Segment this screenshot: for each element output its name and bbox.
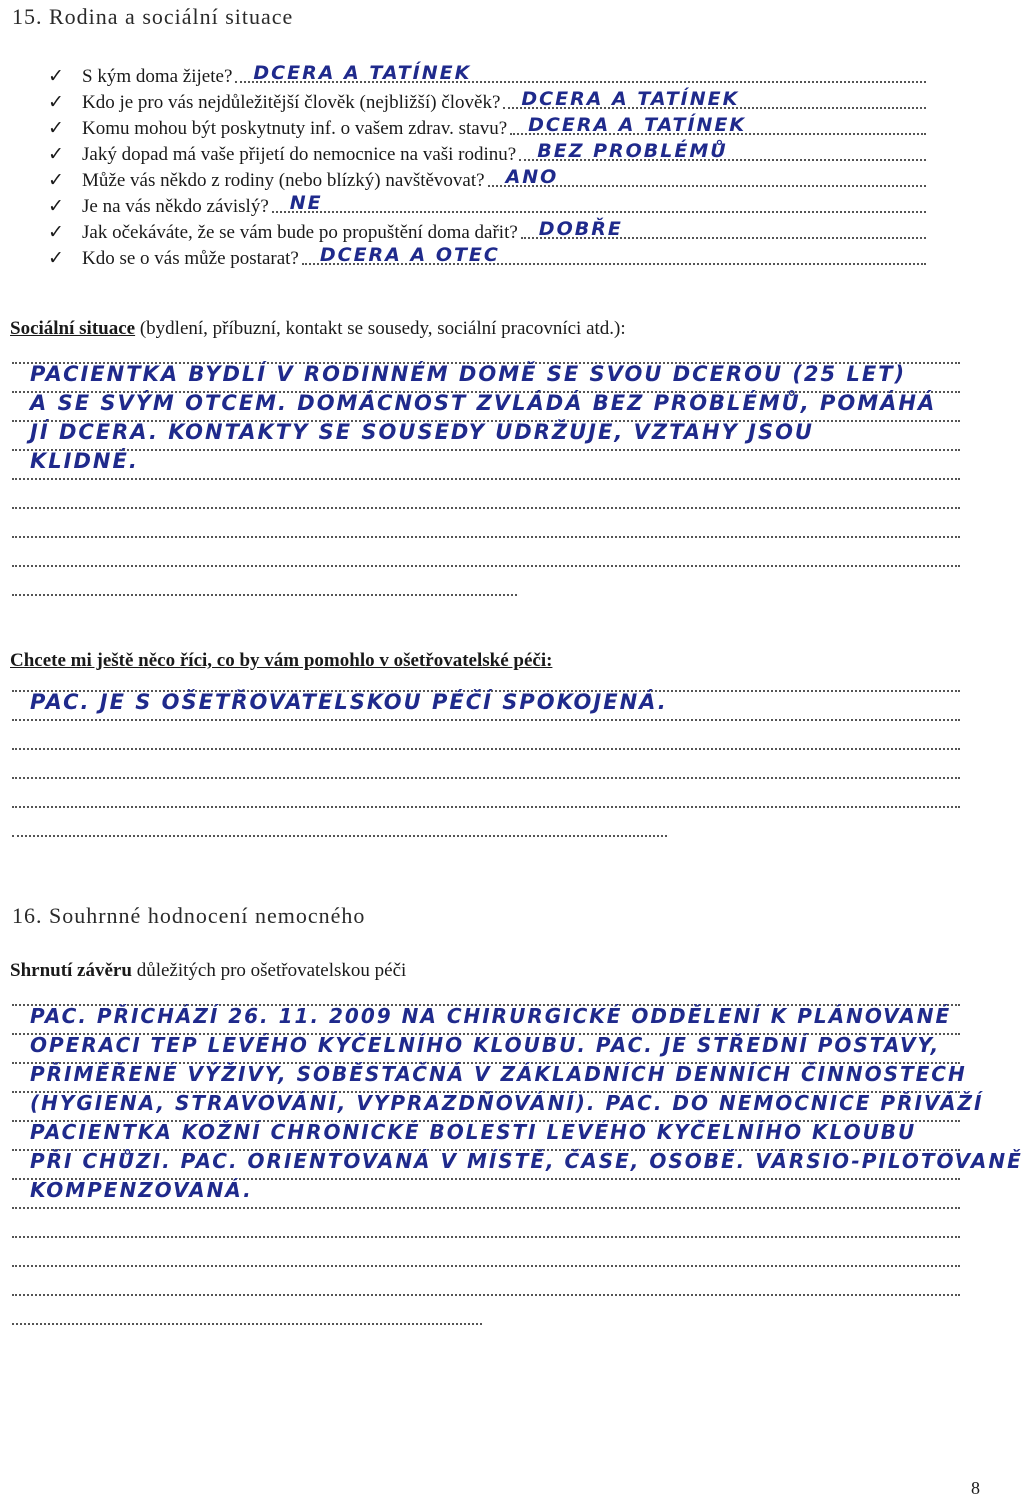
- social-handwriting-line-2: A SE SVÝM OTCEM. DOMÁCNOST ZVLÁDÁ BEZ PROBLÉMŮ, POMÁHÁ: [30, 391, 937, 415]
- social-handwriting-line-1: PACIENTKA BYDLÍ V RODINNÉM DOMĚ SE SVOU DCEROU (25 LET): [30, 362, 907, 386]
- checkmark-icon: ✓: [48, 92, 64, 113]
- summary-heading-bold: Shrnutí závěru: [10, 960, 132, 981]
- summary-dotted-line-8: [12, 1207, 960, 1209]
- summary-handwriting-line-4: (HYGIENA, STRAVOVÁNÍ, VYPRAZDŇOVÁNÍ). PAC. DO NEMOCNICE PŘIVÁŽÍ: [30, 1091, 984, 1115]
- answer-handwriting: NE: [289, 192, 323, 214]
- page-number: 8: [971, 1478, 980, 1498]
- question-text: S kým doma žijete?: [82, 66, 233, 87]
- social-handwriting-line-3: JÍ DCERA. KONTAKTY SE SOUSEDY UDRŽUJE, VZTAHY JSOU: [30, 420, 814, 444]
- social-dotted-line-5: [12, 478, 960, 480]
- summary-dotted-line-12: [12, 1323, 482, 1325]
- answer-line: [519, 140, 926, 162]
- summary-handwriting-line-1: PAC. PŘICHÁZÍ 26. 11. 2009 NA CHIRURGICKÉ ODDĚLENÍ K PLÁNOVANÉ: [30, 1004, 952, 1028]
- question-text: Jak očekáváte, že se vám bude po propuštění doma dařit?: [82, 222, 518, 243]
- answer-line: [510, 114, 926, 136]
- care-dotted-line-5: [12, 806, 960, 808]
- answer-handwriting: DCERA A TATÍNEK: [528, 114, 747, 136]
- section-16-title: 16. Souhrnné hodnocení nemocného: [12, 903, 366, 928]
- care-comment-heading: Chcete mi ještě něco říci, co by vám pomohlo v ošetřovatelské péči:: [10, 650, 553, 671]
- summary-heading: [10, 960, 406, 982]
- answer-handwriting: DCERA A OTEC: [319, 244, 500, 266]
- question-text: Komu mohou být poskytnuty inf. o vašem zdrav. stavu?: [82, 118, 508, 139]
- summary-dotted-line-11: [12, 1294, 960, 1296]
- checkmark-icon: ✓: [48, 222, 64, 243]
- question-text: Kdo je pro vás nejdůležitější člověk (nejbližší) člověk?: [82, 92, 501, 113]
- checkmark-icon: ✓: [48, 66, 64, 87]
- summary-handwriting-line-3: PŘIMĚŘENÉ VÝŽIVY, SOBĚSTAČNÁ V ZÁKLADNÍCH DENNÍCH ČINNOSTECH: [30, 1062, 967, 1086]
- section-15-title: 15. Rodina a sociální situace: [12, 4, 294, 29]
- summary-handwriting-line-7: KOMPENZOVANÁ.: [30, 1178, 253, 1202]
- social-dotted-line-9: [12, 594, 517, 596]
- question-row: [48, 244, 928, 270]
- summary-handwriting-line-5: PACIENTKA KOŽNÍ CHRONICKÉ BOLESTI LEVÉHO KYČELNÍHO KLOUBU: [30, 1120, 917, 1144]
- summary-dotted-line-9: [12, 1236, 960, 1238]
- social-dotted-line-6: [12, 507, 960, 509]
- social-handwriting-line-4: KLIDNÉ.: [30, 449, 139, 473]
- care-dotted-line-2: [12, 719, 960, 721]
- question-row: [48, 62, 928, 88]
- care-dotted-line-3: [12, 748, 960, 750]
- question-row: [48, 114, 928, 140]
- social-situation-heading-bold: Sociální situace: [10, 318, 136, 339]
- question-row: [48, 166, 928, 192]
- summary-handwriting-line-6: PŘI CHŮZI. PAC. ORIENTOVANÁ V MÍSTĚ, ČASE, OSOBĚ. VÁRSIO-PILOTOVANĚ: [30, 1149, 1023, 1173]
- answer-handwriting: DCERA A TATÍNEK: [521, 88, 740, 110]
- care-dotted-line-6: [12, 835, 667, 837]
- answer-line: [503, 88, 926, 110]
- summary-handwriting-line-2: OPERACI TEP LEVÉHO KYČELNÍHO KLOUBU. PAC. JE STŘEDNÍ POSTAVY,: [30, 1033, 941, 1057]
- summary-dotted-line-10: [12, 1265, 960, 1267]
- question-text: Je na vás někdo závislý?: [82, 196, 269, 217]
- social-dotted-line-4: [12, 449, 960, 451]
- checkmark-icon: ✓: [48, 144, 64, 165]
- answer-line: [272, 192, 926, 214]
- answer-line: [488, 166, 926, 188]
- question-row: [48, 140, 928, 166]
- checkmark-icon: ✓: [48, 118, 64, 139]
- social-situation-heading: [10, 318, 626, 340]
- care-dotted-line-4: [12, 777, 960, 779]
- social-dotted-line-8: [12, 565, 960, 567]
- checkmark-icon: ✓: [48, 170, 64, 191]
- answer-line: [521, 218, 926, 240]
- social-dotted-line-7: [12, 536, 960, 538]
- checkmark-icon: ✓: [48, 248, 64, 269]
- question-row: [48, 192, 928, 218]
- answer-line: [302, 244, 926, 266]
- answer-line: [235, 62, 926, 84]
- answer-handwriting: ANO: [505, 166, 559, 188]
- question-text: Může vás někdo z rodiny (nebo blízký) navštěvovat?: [82, 170, 485, 191]
- answer-handwriting: DCERA A TATÍNEK: [253, 62, 472, 84]
- care-handwriting-line-1: PAC. JE S OŠETŘOVATELSKOU PÉČÍ SPOKOJENÁ.: [30, 690, 668, 714]
- answer-handwriting: DOBŘE: [538, 218, 623, 240]
- social-situation-heading-note: (bydlení, příbuzní, kontakt se sousedy, sociální pracovníci atd.):: [135, 318, 626, 339]
- answer-handwriting: BEZ PROBLÉMŮ: [537, 140, 728, 162]
- question-text: Kdo se o vás může postarat?: [82, 248, 299, 269]
- question-text: Jaký dopad má vaše přijetí do nemocnice na vaši rodinu?: [82, 144, 517, 165]
- checkmark-icon: ✓: [48, 196, 64, 217]
- question-row: [48, 88, 928, 114]
- question-row: [48, 218, 928, 244]
- summary-heading-rest: důležitých pro ošetřovatelskou péči: [131, 960, 407, 981]
